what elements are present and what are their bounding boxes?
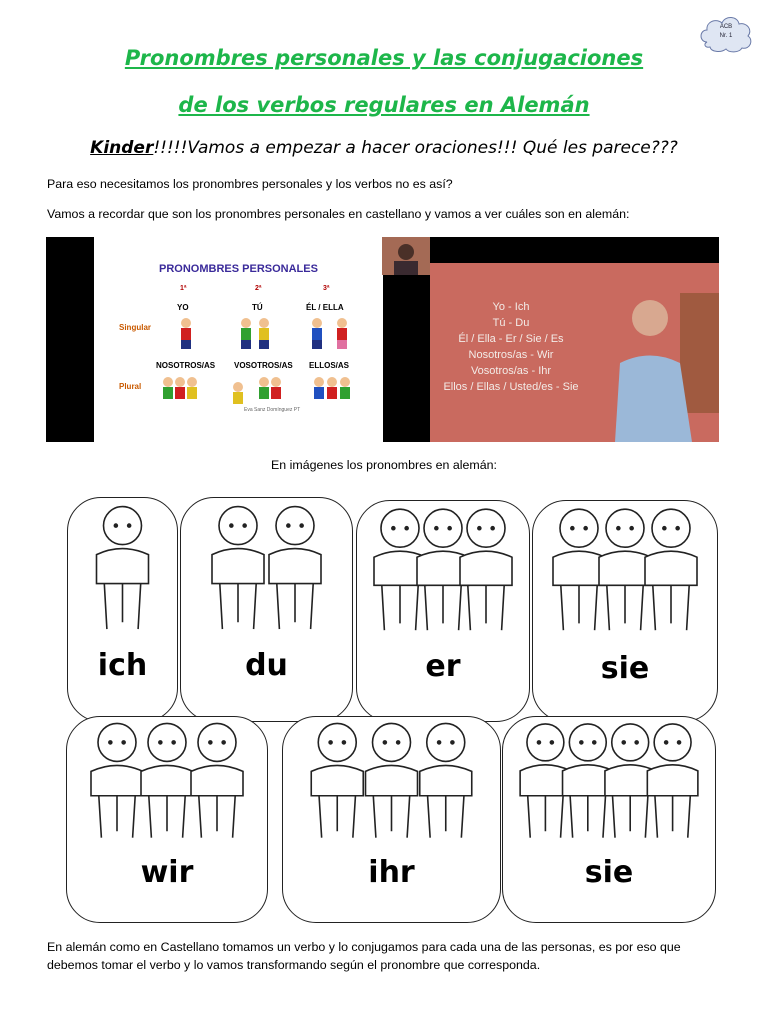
pronoun-card-ihr bbox=[282, 716, 501, 923]
presentation-slide bbox=[94, 237, 383, 442]
slide-plural-label: Plural bbox=[119, 382, 142, 391]
video-frame[interactable] bbox=[46, 237, 719, 442]
slide-num-1: 1ª bbox=[180, 285, 187, 292]
pronoun-card-er bbox=[356, 500, 530, 722]
slide-tu: TÚ bbox=[252, 303, 263, 312]
pronoun-card-sie bbox=[502, 716, 716, 923]
subtitle-rest: !!!!!Vamos a empezar a hacer oraciones!!! Qué les parece??? bbox=[153, 138, 678, 158]
slide-nosotros: NOSOTROS/AS bbox=[156, 361, 216, 370]
slide-el-ella: ÉL / ELLA bbox=[306, 303, 344, 312]
pronoun-word: wir bbox=[140, 855, 194, 890]
pronoun-word: ihr bbox=[368, 855, 415, 890]
bottom-paragraph: En alemán como en Castellano tomamos un verbo y lo conjugamos para cada una de las personas, es por eso que debemos tomar el verbo y lo vamos transformando según el pronombre que corresponda. bbox=[47, 940, 681, 972]
images-caption: En imágenes los pronombres en alemán: bbox=[271, 458, 497, 472]
pronoun-card-du bbox=[180, 497, 353, 722]
card-illustration bbox=[181, 498, 352, 632]
card-illustration bbox=[357, 501, 529, 633]
slide-ellos: ELLOS/AS bbox=[309, 361, 350, 370]
pronoun-card-wir bbox=[66, 716, 268, 923]
card-illustration bbox=[283, 717, 500, 840]
badge-line2: Nr. 1 bbox=[719, 33, 733, 39]
subtitle bbox=[0, 138, 768, 158]
children-figures-icon bbox=[181, 498, 352, 636]
video-overlay-text bbox=[436, 299, 586, 395]
overlay-line: Él / Ella - Er / Sie / Es bbox=[458, 333, 564, 345]
children-figures-icon bbox=[68, 498, 177, 636]
slide-vosotros: VOSOTROS/AS bbox=[234, 361, 293, 370]
title-line1: Pronombres personales y las conjugaciones bbox=[124, 46, 644, 70]
children-figures-icon bbox=[357, 501, 529, 637]
overlay-line: Tú - Du bbox=[492, 317, 530, 329]
overlay-line: Nosotros/as - Wir bbox=[468, 349, 554, 361]
webcam-thumbnail bbox=[382, 237, 430, 275]
children-figures-icon bbox=[283, 717, 500, 844]
card-illustration bbox=[503, 717, 715, 840]
paragraph-2: Vamos a recordar que son los pronombres personales en castellano y vamos a ver cuáles son en alemán: bbox=[47, 207, 630, 221]
subtitle-bold: Kinder bbox=[90, 138, 154, 158]
pronoun-card-sie bbox=[532, 500, 718, 722]
pronoun-word: sie bbox=[600, 651, 650, 686]
pronoun-word: ich bbox=[97, 648, 148, 683]
children-figures-icon bbox=[533, 501, 717, 637]
slide-yo: YO bbox=[177, 303, 189, 312]
pronoun-word: er bbox=[425, 649, 461, 684]
slide-title: PRONOMBRES PERSONALES bbox=[159, 263, 318, 275]
pronoun-word: sie bbox=[584, 855, 634, 890]
overlay-line: Ellos / Ellas / Usted/es - Sie bbox=[443, 381, 579, 393]
slide-singular-label: Singular bbox=[119, 323, 152, 332]
children-figures-icon bbox=[67, 717, 267, 844]
slide-footer: Eva Sanz Domínguez PT bbox=[244, 407, 301, 413]
badge-line1: ACB bbox=[719, 24, 733, 30]
pronoun-word: du bbox=[245, 648, 288, 683]
pronoun-card-ich bbox=[67, 497, 178, 722]
slide-people-icons bbox=[94, 237, 383, 442]
overlay-line: Yo - Ich bbox=[492, 301, 530, 313]
slide-num-2: 2ª bbox=[255, 285, 262, 292]
person-icon bbox=[382, 237, 430, 275]
card-illustration bbox=[533, 501, 717, 633]
slide-num-3: 3ª bbox=[323, 285, 330, 292]
card-illustration bbox=[67, 717, 267, 840]
overlay-line: Vosotros/as - Ihr bbox=[470, 365, 552, 377]
card-illustration bbox=[68, 498, 177, 632]
children-figures-icon bbox=[503, 717, 715, 844]
title-line2: de los verbos regulares en Alemán bbox=[178, 93, 590, 117]
paragraph-1: Para eso necesitamos los pronombres personales y los verbos no es así? bbox=[47, 177, 453, 191]
